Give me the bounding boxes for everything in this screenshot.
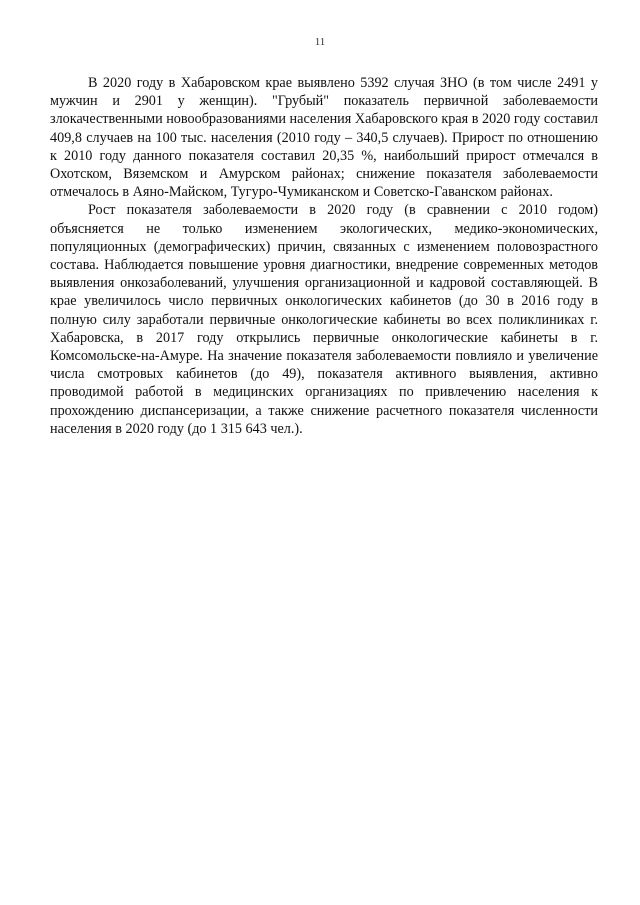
page-number: 11 bbox=[314, 36, 326, 48]
paragraph-incidence-2020: В 2020 году в Хабаровском крае выявлено 5392 случая ЗНО (в том числе 2491 у мужчин и 2901 у женщин). "Грубый" показатель первичной заболеваемости злокачественными новообразованиями населения Хабаровского края в 2020 году составил 409,8 случаев на 100 тыс. населения (2010 году – 340,5 случаев). Прирост по отношению к 2010 году данного показателя составил 20,35 %, наибольший прирост отмечался в Охотском, Вяземском и Амурском районах; снижение показателя заболеваемости отмечалось в Аяно-Майском, Тугуро-Чумиканском и Советско-Гаванском районах. bbox=[50, 75, 598, 201]
body-text bbox=[50, 74, 598, 438]
paragraph-incidence-growth-reasons: Рост показателя заболеваемости в 2020 году (в сравнении с 2010 годом) объясняется не только изменением экологических, медико-экономических, популяционных (демографических) причин, связанных с изменением половозрастного состава. Наблюдается повышение уровня диагностики, внедрение современных методов выявления онкозаболеваний, улучшения организационной и кадровой составляющей. В крае увеличилось число первичных онкологических кабинетов (до 30 в 2016 году в полную силу заработали первичные онкологические кабинеты во всех поликлиниках г. Хабаровска, в 2017 году открылись первичные онкологические кабинеты в г. Комсомольске-на-Амуре. На значение показателя заболеваемости повлияло и увеличение числа смотровых кабинетов (до 49), показателя активного выявления, активно проводимой работой в медицинских организациях по привлечению населения к прохождению диспансеризации, а также снижение расчетного показателя численности населения в 2020 году (до 1 315 643 чел.). bbox=[50, 202, 598, 437]
